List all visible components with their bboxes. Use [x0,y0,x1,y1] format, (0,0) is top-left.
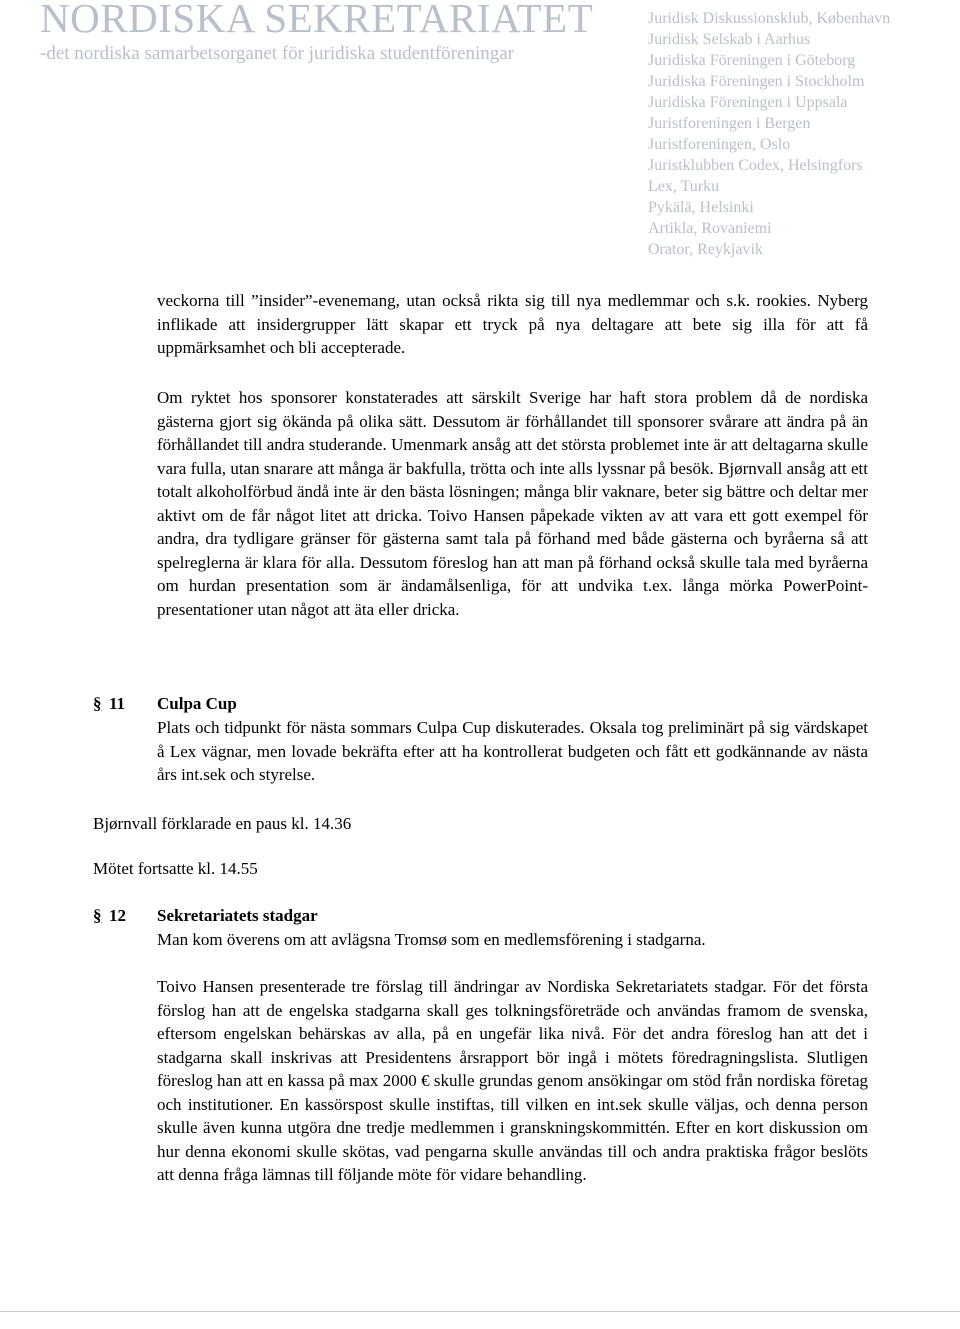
organization-item: Juridiska Föreningen i Göteborg [648,52,856,69]
section-title: Culpa Cup [157,694,237,713]
paragraph-insider-events: veckorna till ”insider”-evenemang, utan också rikta sig till nya medlemmar och s.k. rookies. Nyberg inflikade att insidergrupper lätt skapar ett tryck på nya deltagare att bete sig illa för att få uppmärksamhet och bli accepterade. [157,291,868,357]
organization-item: Pykälä, Helsinki [648,199,754,216]
section-11-text: Plats och tidpunkt för nästa sommars Culpa Cup diskuterades. Oksala tog preliminärt på sig värdskapet å Lex vägnar, men lovade bekräfta efter att ha kontrollerat budgeten och fått ett godkännande av nästa års int.sek och styrelse. [157,718,868,784]
organization-item: Juridiska Föreningen i Stockholm [648,73,865,90]
organization-item: Juridiska Föreningen i Uppsala [648,94,848,111]
section-symbol: § [93,694,102,713]
paragraph-sponsor-reputation: Om ryktet hos sponsorer konstaterades att särskilt Sverige har haft stora problem då de nordiska gästerna gjort sig ökända på olika sätt. Dessutom är förhållandet till sponsorer svårare att ändra på än förhållandet till andra studerande. Umenmark ansåg att det största problemet inte är att deltagarna skulle vara fulla, utan snarare att många är bakfulla, trötta och inte alls lyssnar på besök. Bjørnvall ansåg att ett totalt alkoholförbud ändå inte är den bästa lösningen; många blir vaknare, beter sig bättre och deltar mer aktivt om de får något litet att dricka. Toivo Hansen påpekade vikten av att vara ett gott exempel för andra, dra tydligare gränser för gästerna samt tala på förhand med både gästerna och byråerna så att spelreglerna är klara för alla. Dessutom föreslog han att man på förhand också skulle tala med byråerna om hurdan presentation som är ändamålsenliga, för att undvika t.ex. långa mörka PowerPoint-presentationer utan något att äta eller dricka. [157,388,868,619]
section-symbol: § [93,906,102,925]
pause-note: Bjørnvall förklarade en paus kl. 14.36 [93,814,352,833]
header-title: NORDISKA SEKRETARIATET [40,0,594,41]
section-number: 11 [109,694,126,713]
footer-divider [0,1311,960,1312]
member-organization-list [648,8,890,260]
section-12-text-1: Man kom överens om att avlägsna Tromsø som en medlemsförening i stadgarna. [157,930,706,949]
section-12-text-2: Toivo Hansen presenterade tre förslag till ändringar av Nordiska Sekretariatets stadgar. För det första förslog han att de engelska stadgarna skall ges tolkningsföreträde och användas framom de svenska, eftersom engelskan behärskas av alla, på en ungefär lika nivå. För det andra föreslog han att det i stadgarna skall inskrivas att Presidentens årsrapport bör ingå i mötets föredragningslista. Slutligen föreslog han att en kassa på max 2000 € skulle grundas genom ansökingar om stöd från nordiska företag och institutioner. En kassörspost skulle instiftas, till vilken en int.sek skulle väljas, och denna person skulle även kunna utgöra dne tredje medlemmen i granskningskommittén. Efter en kort diskussion om hur denna ekonomi skulle skötas, vad pengarna skulle användas till och andra praktiska frågor beslöts att denna fråga lämnas till följande möte för vidare behandling. [157,977,868,1184]
organization-item: Juristklubben Codex, Helsingfors [648,157,863,174]
organization-item: Orator, Reykjavik [648,241,763,258]
organization-item: Juridisk Selskab i Aarhus [648,31,811,48]
section-title: Sekretariatets stadgar [157,906,318,925]
resume-note: Mötet fortsatte kl. 14.55 [93,859,258,878]
organization-item: Juridisk Diskussionsklub, København [648,10,891,27]
organization-item: Lex, Turku [648,178,720,195]
organization-item: Artikla, Rovaniemi [648,220,772,237]
organization-item: Juristforeningen, Oslo [648,136,791,153]
header-subtitle: -det nordiska samarbetsorganet för juridiska studentföreningar [40,43,514,64]
section-number: 12 [109,906,126,925]
organization-item: Juristforeningen i Bergen [648,115,811,132]
